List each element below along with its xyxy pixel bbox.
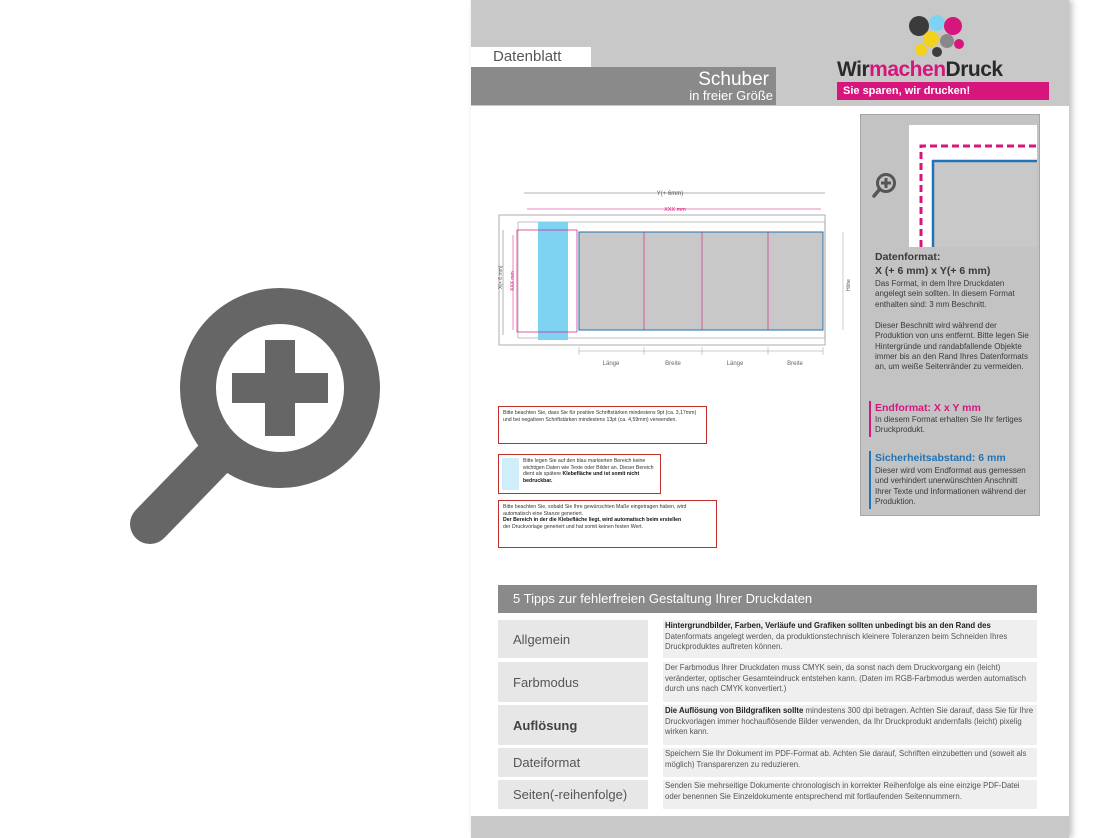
tip-label: Dateiformat xyxy=(498,748,648,777)
note-glue-text: Bitte legen Sie auf den blau markierten Bereich keine wichtigen Daten wie Texte oder Bilder an. Dieser Bereich dient als spätere xyxy=(523,458,654,478)
note-font-size xyxy=(498,406,707,444)
dim-y-label: Y(+ 6mm) xyxy=(656,191,684,197)
segment-label: Länge xyxy=(602,361,620,367)
format-text-2: Dieser Beschnitt wird während der Produktion von uns entfernt. Bitte legen Sie Hintergründe und randabfallende Objekte immer bis an den Rand Ihres Datenformats an, um weiße Seitenränder zu vermeiden. xyxy=(875,321,1029,372)
logo-slogan: Sie sparen, wir drucken! xyxy=(837,82,1049,100)
safety-text: Dieser wird vom Endformat aus gemessen und verhindert unerwünschten Anschnitt Ihrer Texte und Informationen während der Produktion. xyxy=(875,466,1027,506)
tips-header: 5 Tipps zur fehlerfreien Gestaltung Ihrer Druckdaten xyxy=(498,585,1037,613)
tip-text xyxy=(663,705,1037,745)
datasheet-page xyxy=(471,0,1069,838)
format-value: X (+ 6 mm) x Y(+ 6 mm) xyxy=(875,265,991,277)
tip-label: Auflösung xyxy=(498,705,648,745)
zoom-in-small-icon[interactable] xyxy=(871,171,899,201)
corner-preview xyxy=(909,125,1037,247)
segment-label: Breite xyxy=(665,361,681,367)
dim-hoehe-label: Höhe xyxy=(846,279,852,291)
zoom-in-icon[interactable] xyxy=(130,288,380,550)
format-title: Datenformat: xyxy=(875,251,941,263)
tip-label: Seiten(-reihenfolge) xyxy=(498,780,648,809)
endformat-marker xyxy=(869,401,871,437)
tip-label: Allgemein xyxy=(498,620,648,658)
tip-body: Datenformats angelegt werden, da produktionstechnisch kleinere Toleranzen beim Schneiden Ihres Druckproduktes auftreten können. xyxy=(665,631,1008,651)
safety-marker xyxy=(869,451,871,509)
tip-text xyxy=(663,748,1037,777)
safety-title: Sicherheitsabstand: 6 mm xyxy=(875,452,1006,464)
dim-x-label: X(+ 6 mm) xyxy=(498,265,504,289)
glue-area-swatch xyxy=(502,458,519,490)
format-info-panel xyxy=(860,114,1040,516)
tip-label: Farbmodus xyxy=(498,662,648,702)
box-dieline-drawing xyxy=(495,185,855,375)
tip-bold: Die Auflösung von Bildgrafiken sollte xyxy=(665,706,804,715)
product-title: Schuber xyxy=(698,69,769,90)
datasheet-tab: Datenblatt xyxy=(471,47,591,67)
tip-body: Speichern Sie Ihr Dokument im PDF-Format ab. Achten Sie darauf, Schriften einzubetten und (soweit als möglich) Transparenzen zu reduzieren. xyxy=(665,749,1027,769)
note-font-size-text: Bitte beachten Sie, dass Sie für positive Schriftstärken mindestens 9pt (ca. 3,17mm) und bei negativen Schriftstärken mindestens 13pt (ca. 4,59mm) verwenden. xyxy=(503,410,697,423)
endformat-text: In diesem Format erhalten Sie Ihr fertiges Druckprodukt. xyxy=(875,415,1023,435)
tip-body: Senden Sie mehrseitige Dokumente chronologisch in korrekter Reihenfolge als eine einzige PDF-Datei oder benennen Sie Einzeldokumente entsprechend mit fortlaufenden Seitennummern. xyxy=(665,781,1020,801)
tip-body: mindestens 300 dpi betragen. Achten Sie darauf, dass Sie für Ihre Druckvorlagen immer hochauflösende Bilder verwenden, da Ihr Druckprodukt andernfalls (leicht) pixelig wirken kann. xyxy=(665,706,1034,736)
tip-body: Der Farbmodus Ihrer Druckdaten muss CMYK sein, da sonst nach dem Druckvorgang ein (leicht) veränderter, optischer Gesamteindruck entstehen kann. (Daten im RGB-Farbmodus werden automatisch durch uns nach CMYK konvertiert.) xyxy=(665,663,1026,693)
note-die-text2: der Druckvorlage generiert und hat somit keinen festen Wert. xyxy=(503,523,644,530)
format-text: Das Format, in dem Ihre Druckdaten angelegt sein sollten. In diesem Format enthalten sind: 3 mm Beschnitt. xyxy=(875,279,1015,309)
logo-ink-drops xyxy=(901,14,981,60)
note-die-cut xyxy=(498,500,717,548)
tip-text xyxy=(663,780,1037,809)
endformat-title: Endformat: X x Y mm xyxy=(875,402,981,414)
note-glue-area xyxy=(498,454,661,494)
footer-band xyxy=(471,816,1069,838)
note-die-bold: Der Bereich in der die Klebefläche liegt, wird automatisch beim erstellen xyxy=(503,517,682,524)
tip-bold: Hintergrundbilder, Farben, Verläufe und Grafiken sollten unbedingt bis an den Rand des xyxy=(665,621,991,630)
segment-label: Länge xyxy=(726,361,744,367)
segment-label: Breite xyxy=(787,361,803,367)
tip-text xyxy=(663,662,1037,702)
note-glue-bold: Klebefläche und ist somit nicht bedruckbar. xyxy=(523,471,640,484)
note-die-text: Bitte beachten Sie, sobald Sie Ihre gewünschten Maße eingetragen haben, wird automatisch eine Stanze generiert. xyxy=(503,504,687,517)
tip-text xyxy=(663,620,1037,658)
logo-wordmark: WirmachenDruck xyxy=(837,58,1003,81)
product-subtitle: in freier Größe xyxy=(689,88,773,103)
dim-xxx-v-label: XXX mm xyxy=(510,271,516,291)
dim-xxx-label: XXX mm xyxy=(664,207,686,213)
